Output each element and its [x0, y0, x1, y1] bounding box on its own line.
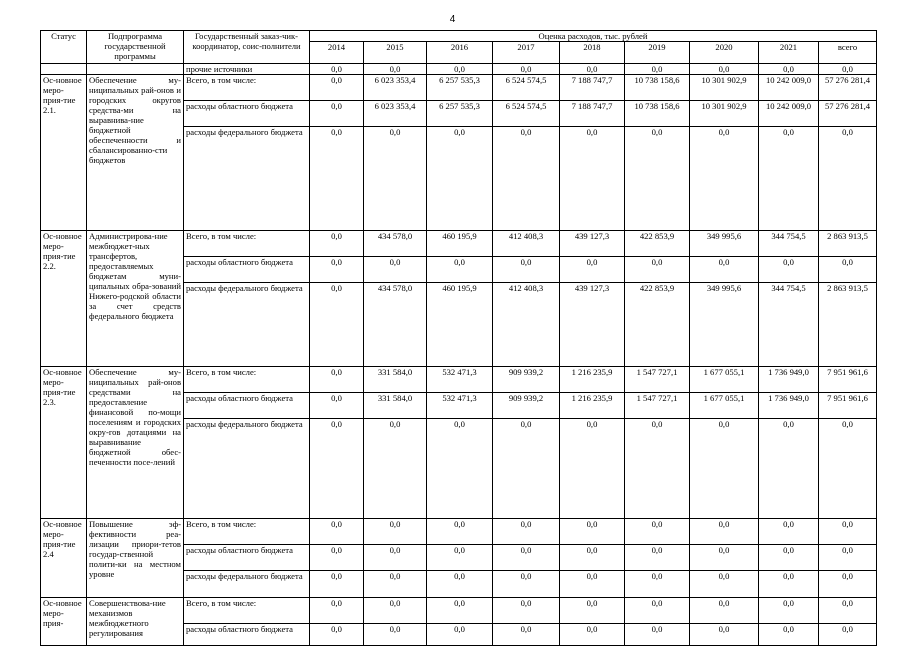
value-cell: 1 677 055,1 — [690, 393, 759, 419]
status-cell: Ос-новное меро-прия-тие 2.2. — [41, 231, 87, 367]
program-cell: Повышение эф-фективности реа-лизации приори-тетов государ-ственной полити-ки на местном уровне — [87, 519, 184, 598]
value-cell: 0,0 — [560, 419, 625, 519]
value-cell: 0,0 — [310, 393, 364, 419]
value-cell: 6 524 574,5 — [493, 75, 560, 101]
value-cell: 0,0 — [819, 419, 877, 519]
value-cell: 0,0 — [427, 64, 493, 75]
value-cell: 0,0 — [427, 519, 493, 545]
value-cell: 412 408,3 — [493, 283, 560, 367]
value-cell: 0,0 — [690, 257, 759, 283]
value-cell: 532 471,3 — [427, 367, 493, 393]
value-cell: 7 951 961,6 — [819, 367, 877, 393]
value-cell: 460 195,9 — [427, 231, 493, 257]
value-cell: 0,0 — [310, 231, 364, 257]
value-cell: 0,0 — [427, 257, 493, 283]
program-cell: Совершенствова-ние механизмов межбюджетного регулирования — [87, 598, 184, 646]
value-cell: 0,0 — [625, 419, 690, 519]
value-cell: 909 939,2 — [493, 367, 560, 393]
status-cell: Ос-новное меро-прия-тие 2.1. — [41, 75, 87, 231]
value-cell: 6 023 353,4 — [364, 101, 427, 127]
value-cell: 349 995,6 — [690, 231, 759, 257]
value-cell: 0,0 — [493, 624, 560, 646]
value-cell: 0,0 — [364, 545, 427, 571]
program-cell: Обеспечение му-ниципальных рай-онов средствами на предоставление финансовой по-мощи поселениям и городских окру-гов дотациями на выравнивание бюджетной обес-печенности посе-лений — [87, 367, 184, 519]
value-cell: 6 524 574,5 — [493, 101, 560, 127]
value-cell: 0,0 — [560, 127, 625, 231]
value-cell: 0,0 — [493, 127, 560, 231]
value-cell: 434 578,0 — [364, 283, 427, 367]
value-cell: 0,0 — [364, 64, 427, 75]
value-cell: 57 276 281,4 — [819, 75, 877, 101]
value-cell: 0,0 — [690, 419, 759, 519]
header-year: 2014 — [310, 42, 364, 64]
value-cell: 10 242 009,0 — [759, 101, 819, 127]
value-cell: 1 736 949,0 — [759, 367, 819, 393]
value-cell: 0,0 — [310, 64, 364, 75]
row-label: прочие источники — [184, 64, 310, 75]
header-year: 2017 — [493, 42, 560, 64]
header-year: 2015 — [364, 42, 427, 64]
value-cell: 0,0 — [493, 419, 560, 519]
value-cell: 422 853,9 — [625, 231, 690, 257]
row-label: расходы федерального бюджета — [184, 571, 310, 598]
value-cell: 0,0 — [759, 419, 819, 519]
value-cell: 0,0 — [364, 257, 427, 283]
value-cell: 0,0 — [493, 598, 560, 624]
value-cell: 331 584,0 — [364, 393, 427, 419]
value-cell: 0,0 — [310, 598, 364, 624]
value-cell: 0,0 — [690, 571, 759, 598]
value-cell: 0,0 — [364, 419, 427, 519]
value-cell: 0,0 — [493, 519, 560, 545]
value-cell: 2 863 913,5 — [819, 283, 877, 367]
value-cell: 10 301 902,9 — [690, 75, 759, 101]
header-estimate: Оценка расходов, тыс. рублей — [310, 31, 877, 42]
row-label: расходы областного бюджета — [184, 257, 310, 283]
value-cell: 0,0 — [310, 283, 364, 367]
row-label: расходы федерального бюджета — [184, 283, 310, 367]
value-cell: 439 127,3 — [560, 231, 625, 257]
value-cell: 0,0 — [310, 419, 364, 519]
value-cell: 0,0 — [625, 545, 690, 571]
value-cell: 0,0 — [759, 624, 819, 646]
value-cell: 0,0 — [310, 101, 364, 127]
value-cell: 10 738 158,6 — [625, 75, 690, 101]
value-cell: 0,0 — [427, 419, 493, 519]
table-body — [41, 64, 877, 646]
row-label: расходы областного бюджета — [184, 545, 310, 571]
value-cell: 0,0 — [625, 624, 690, 646]
value-cell: 0,0 — [759, 545, 819, 571]
value-cell: 6 257 535,3 — [427, 101, 493, 127]
value-cell: 0,0 — [310, 545, 364, 571]
value-cell: 0,0 — [560, 598, 625, 624]
value-cell: 0,0 — [819, 624, 877, 646]
value-cell: 0,0 — [819, 571, 877, 598]
value-cell: 0,0 — [690, 545, 759, 571]
value-cell: 0,0 — [364, 598, 427, 624]
value-cell: 6 257 535,3 — [427, 75, 493, 101]
header-year: 2019 — [625, 42, 690, 64]
value-cell: 0,0 — [759, 64, 819, 75]
value-cell: 412 408,3 — [493, 231, 560, 257]
table-row — [41, 367, 877, 393]
value-cell: 0,0 — [427, 127, 493, 231]
value-cell: 434 578,0 — [364, 231, 427, 257]
value-cell: 331 584,0 — [364, 367, 427, 393]
value-cell: 1 736 949,0 — [759, 393, 819, 419]
value-cell: 0,0 — [427, 598, 493, 624]
row-label: Всего, в том числе: — [184, 519, 310, 545]
value-cell: 0,0 — [310, 75, 364, 101]
program-cell: Обеспечение му-ниципальных рай-онов и городских округов средства-ми на выравнива-ние бюджетной обеспеченности и сбалансированно-сти бюджетов — [87, 75, 184, 231]
header-year: 2021 — [759, 42, 819, 64]
value-cell: 0,0 — [690, 624, 759, 646]
value-cell: 0,0 — [759, 127, 819, 231]
program-cell: Администрирова-ние межбюджет-ных трансфертов, предоставляемых бюджетам муни-ципальных обра-зований Нижего-родской области за счет средств федерального бюджета — [87, 231, 184, 367]
row-label: Всего, в том числе: — [184, 231, 310, 257]
header-year: 2020 — [690, 42, 759, 64]
value-cell: 0,0 — [493, 571, 560, 598]
value-cell: 0,0 — [819, 127, 877, 231]
value-cell: 0,0 — [364, 624, 427, 646]
value-cell: 0,0 — [310, 624, 364, 646]
value-cell: 439 127,3 — [560, 283, 625, 367]
value-cell: 0,0 — [560, 571, 625, 598]
value-cell: 2 863 913,5 — [819, 231, 877, 257]
status-cell: Ос-новное меро-прия-тие 2.4 — [41, 519, 87, 598]
value-cell: 0,0 — [310, 257, 364, 283]
page-number: 4 — [449, 14, 456, 25]
value-cell: 7 188 747,7 — [560, 75, 625, 101]
value-cell: 0,0 — [560, 545, 625, 571]
value-cell: 0,0 — [625, 64, 690, 75]
value-cell: 0,0 — [625, 257, 690, 283]
row-label: Всего, в том числе: — [184, 75, 310, 101]
value-cell: 0,0 — [427, 624, 493, 646]
value-cell: 349 995,6 — [690, 283, 759, 367]
row-label: Всего, в том числе: — [184, 598, 310, 624]
value-cell: 0,0 — [759, 519, 819, 545]
value-cell: 0,0 — [625, 598, 690, 624]
value-cell: 7 951 961,6 — [819, 393, 877, 419]
row-label: расходы федерального бюджета — [184, 419, 310, 519]
row-label: расходы областного бюджета — [184, 624, 310, 646]
value-cell: 0,0 — [427, 545, 493, 571]
row-label: расходы областного бюджета — [184, 393, 310, 419]
expenditure-table — [40, 30, 877, 646]
status-cell: Ос-новное меро-прия-тие 2.3. — [41, 367, 87, 519]
value-cell: 344 754,5 — [759, 231, 819, 257]
row-label: расходы федерального бюджета — [184, 127, 310, 231]
value-cell: 0,0 — [690, 519, 759, 545]
value-cell: 1 547 727,1 — [625, 367, 690, 393]
table-row — [41, 64, 877, 75]
value-cell: 0,0 — [310, 127, 364, 231]
value-cell: 0,0 — [493, 257, 560, 283]
value-cell: 909 939,2 — [493, 393, 560, 419]
value-cell: 0,0 — [625, 519, 690, 545]
value-cell: 0,0 — [560, 64, 625, 75]
value-cell: 1 547 727,1 — [625, 393, 690, 419]
value-cell: 0,0 — [759, 257, 819, 283]
value-cell: 0,0 — [560, 519, 625, 545]
value-cell: 460 195,9 — [427, 283, 493, 367]
value-cell: 0,0 — [560, 257, 625, 283]
table-row — [41, 75, 877, 101]
value-cell: 0,0 — [819, 64, 877, 75]
value-cell: 0,0 — [427, 571, 493, 598]
value-cell: 0,0 — [819, 598, 877, 624]
value-cell: 10 738 158,6 — [625, 101, 690, 127]
value-cell: 10 242 009,0 — [759, 75, 819, 101]
value-cell: 57 276 281,4 — [819, 101, 877, 127]
value-cell: 1 216 235,9 — [560, 367, 625, 393]
value-cell: 0,0 — [690, 127, 759, 231]
value-cell: 422 853,9 — [625, 283, 690, 367]
value-cell: 0,0 — [310, 519, 364, 545]
value-cell: 0,0 — [819, 545, 877, 571]
status-cell: Ос-новное меро-прия- — [41, 598, 87, 646]
value-cell: 10 301 902,9 — [690, 101, 759, 127]
empty-cell — [87, 64, 184, 75]
value-cell: 0,0 — [759, 598, 819, 624]
row-label: расходы областного бюджета — [184, 101, 310, 127]
header-status: Статус — [41, 31, 87, 64]
value-cell: 0,0 — [364, 571, 427, 598]
table-row — [41, 231, 877, 257]
header-year: 2016 — [427, 42, 493, 64]
value-cell: 0,0 — [493, 545, 560, 571]
header-year: 2018 — [560, 42, 625, 64]
header-total: всего — [819, 42, 877, 64]
value-cell: 0,0 — [819, 257, 877, 283]
empty-cell — [41, 64, 87, 75]
value-cell: 0,0 — [364, 127, 427, 231]
value-cell: 0,0 — [493, 64, 560, 75]
value-cell: 1 216 235,9 — [560, 393, 625, 419]
value-cell: 6 023 353,4 — [364, 75, 427, 101]
value-cell: 0,0 — [310, 571, 364, 598]
value-cell: 0,0 — [310, 367, 364, 393]
value-cell: 532 471,3 — [427, 393, 493, 419]
value-cell: 1 677 055,1 — [690, 367, 759, 393]
value-cell: 0,0 — [560, 624, 625, 646]
value-cell: 7 188 747,7 — [560, 101, 625, 127]
row-label: Всего, в том числе: — [184, 367, 310, 393]
table-row — [41, 519, 877, 545]
value-cell: 0,0 — [625, 127, 690, 231]
value-cell: 0,0 — [819, 519, 877, 545]
value-cell: 0,0 — [690, 64, 759, 75]
value-cell: 0,0 — [690, 598, 759, 624]
value-cell: 344 754,5 — [759, 283, 819, 367]
table-row — [41, 598, 877, 624]
value-cell: 0,0 — [625, 571, 690, 598]
value-cell: 0,0 — [364, 519, 427, 545]
header-subprogram: Подпрограмма государственной программы — [87, 31, 184, 64]
header-customer: Государственный заказ-чик-координатор, соис-полнители — [184, 31, 310, 64]
value-cell: 0,0 — [759, 571, 819, 598]
